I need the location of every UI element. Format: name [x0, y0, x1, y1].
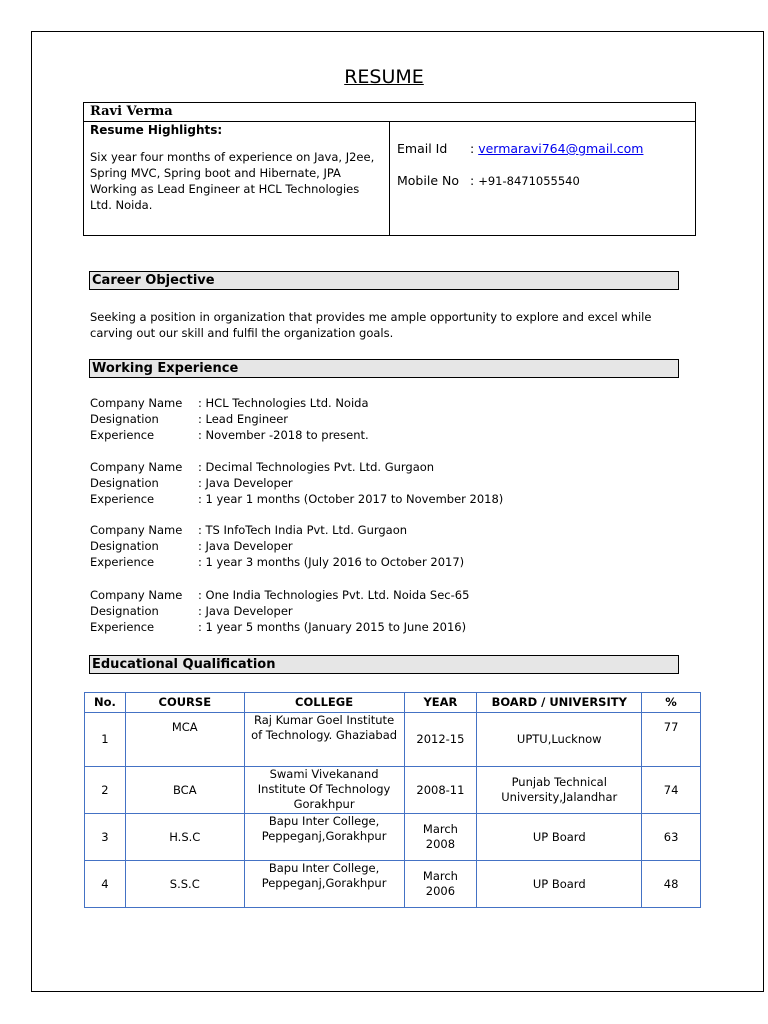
- designation-value: : Java Developer: [198, 604, 293, 618]
- table-cell: Bapu Inter College, Peppeganj,Gorakhpur: [244, 861, 404, 908]
- table-cell: 48: [642, 861, 701, 908]
- email-link[interactable]: vermaravi764@gmail.com: [478, 141, 644, 156]
- working-experience-heading: Working Experience: [89, 359, 679, 378]
- table-header-row: [85, 693, 701, 713]
- table-cell: 4: [85, 861, 126, 908]
- designation-label: Designation: [90, 476, 159, 490]
- page-title: RESUME: [344, 66, 424, 88]
- table-cell: 3: [85, 814, 126, 861]
- table-cell: 2008-11: [404, 767, 477, 814]
- contact-cell: [390, 122, 695, 235]
- table-cell: March 2008: [404, 814, 477, 861]
- job-entry: [90, 587, 469, 635]
- company-value: : TS InfoTech India Pvt. Ltd. Gurgaon: [198, 523, 408, 537]
- highlights-cell: [84, 122, 390, 235]
- table-cell: 63: [642, 814, 701, 861]
- column-header: No.: [85, 693, 126, 713]
- table-cell: March 2006: [404, 861, 477, 908]
- mobile-separator: :: [470, 173, 475, 188]
- table-cell: UPTU,Lucknow: [477, 713, 642, 767]
- email-row: [397, 141, 643, 156]
- header-box: [83, 102, 696, 236]
- table-cell: Swami Vivekanand Institute Of Technology Gorakhpur: [244, 767, 404, 814]
- table-row: [85, 713, 701, 767]
- career-objective-text: Seeking a position in organization that provides me ample opportunity to explore and excel while carving out our skill and fulfil the organization goals.: [90, 310, 652, 340]
- experience-value: : 1 year 5 months (January 2015 to June 2016): [198, 620, 467, 634]
- job-entry: [90, 522, 464, 570]
- company-value: : One India Technologies Pvt. Ltd. Noida Sec-65: [198, 588, 470, 602]
- table-cell: Punjab Technical University,Jalandhar: [477, 767, 642, 814]
- table-cell: 74: [642, 767, 701, 814]
- table-row: [85, 861, 701, 908]
- candidate-name: Ravi Verma: [84, 103, 695, 122]
- designation-label: Designation: [90, 412, 159, 426]
- table-cell: BCA: [125, 767, 244, 814]
- company-label: Company Name: [90, 460, 183, 474]
- email-separator: :: [470, 141, 475, 156]
- column-header: COLLEGE: [244, 693, 404, 713]
- job-entry: [90, 459, 503, 507]
- experience-value: : November -2018 to present.: [198, 428, 369, 442]
- company-value: : HCL Technologies Ltd. Noida: [198, 396, 369, 410]
- company-label: Company Name: [90, 588, 183, 602]
- designation-value: : Java Developer: [198, 476, 293, 490]
- mobile-row: [397, 173, 580, 188]
- table-cell: 1: [85, 713, 126, 767]
- highlights-heading: Resume Highlights:: [90, 123, 223, 137]
- experience-label: Experience: [90, 492, 155, 506]
- column-header: YEAR: [404, 693, 477, 713]
- table-cell: H.S.C: [125, 814, 244, 861]
- designation-label: Designation: [90, 539, 159, 553]
- email-label: Email Id: [397, 141, 448, 156]
- experience-value: : 1 year 1 months (October 2017 to November 2018): [198, 492, 504, 506]
- table-cell: 2012-15: [404, 713, 477, 767]
- table-cell: UP Board: [477, 861, 642, 908]
- column-header: %: [642, 693, 701, 713]
- job-entry: [90, 395, 369, 443]
- table-cell: Raj Kumar Goel Institute of Technology. Ghaziabad: [244, 713, 404, 767]
- designation-value: : Lead Engineer: [198, 412, 289, 426]
- table-cell: Bapu Inter College, Peppeganj,Gorakhpur: [244, 814, 404, 861]
- education-heading: Educational Qualification: [89, 655, 679, 674]
- table-cell: 77: [642, 713, 701, 767]
- column-header: BOARD / UNIVERSITY: [477, 693, 642, 713]
- table-row: [85, 814, 701, 861]
- mobile-label: Mobile No: [397, 173, 459, 188]
- column-header: COURSE: [125, 693, 244, 713]
- table-cell: UP Board: [477, 814, 642, 861]
- experience-label: Experience: [90, 620, 155, 634]
- designation-value: : Java Developer: [198, 539, 293, 553]
- career-objective-heading: Career Objective: [89, 271, 679, 290]
- highlights-text: Six year four months of experience on Java, J2ee, Spring MVC, Spring boot and Hibernate, JPA Working as Lead Engineer at HCL Technologies Ltd. Noida.: [90, 150, 375, 212]
- table-cell: MCA: [125, 713, 244, 767]
- experience-label: Experience: [90, 428, 155, 442]
- table-cell: S.S.C: [125, 861, 244, 908]
- experience-label: Experience: [90, 555, 155, 569]
- company-label: Company Name: [90, 396, 183, 410]
- designation-label: Designation: [90, 604, 159, 618]
- table-cell: 2: [85, 767, 126, 814]
- company-label: Company Name: [90, 523, 183, 537]
- experience-value: : 1 year 3 months (July 2016 to October 2017): [198, 555, 465, 569]
- company-value: : Decimal Technologies Pvt. Ltd. Gurgaon: [198, 460, 435, 474]
- table-row: [85, 767, 701, 814]
- education-table: [84, 692, 701, 908]
- mobile-number: +91-8471055540: [478, 174, 580, 188]
